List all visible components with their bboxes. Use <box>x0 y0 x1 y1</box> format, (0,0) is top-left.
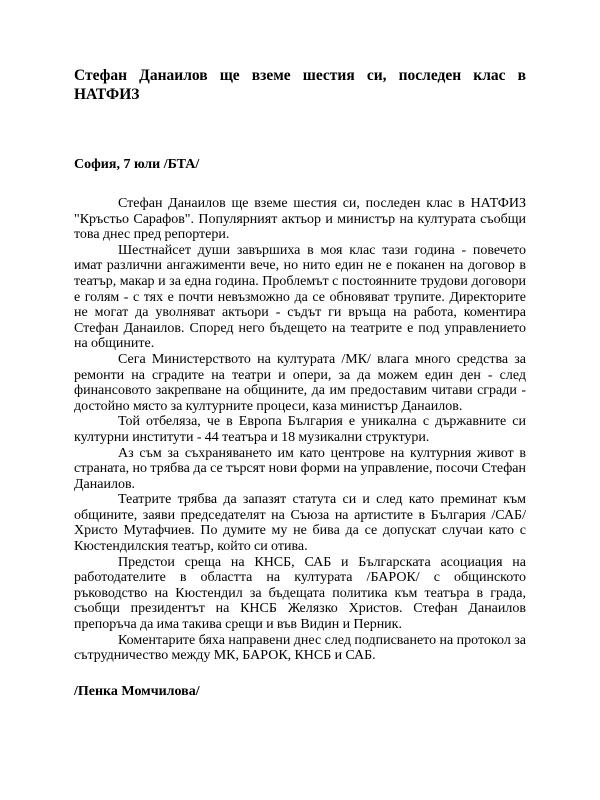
paragraph: Предстои среща на КНСБ, САБ и Българската асоциация на работодателите в областта на културата /БАРОК/ с общинското ръководство на Кюстендил за бъдещата политика към театъра в града, съобщи президентът на КНСБ Желязко Христов. Стефан Данаилов препоръча да има такива срещи и във Видин и Перник. <box>74 554 526 633</box>
paragraph: Коментарите бяха направени днес след подписването на протокол за сътрудничество между МК, БАРОК, КНСБ и САБ. <box>74 632 526 664</box>
author-signature: /Пенка Момчилова/ <box>74 683 200 699</box>
article-body <box>74 196 526 664</box>
paragraph: Театрите трябва да запазят статута си и след като преминат към общините, заяви председателят на Съюза на артистите в България /САБ/ Христо Мутафчиев. По думите му не бива да се допускат случаи като с Кюстендилския театър, който си отива. <box>74 492 526 555</box>
paragraph: Стефан Данаилов ще вземе шестия си, последен клас в НАТФИЗ "Кръстьо Сарафов". Популярният актьор и министър на културата съобщи това днес пред репортери. <box>74 196 526 243</box>
document-page <box>74 66 526 700</box>
paragraph: Сега Министерството на културата /МК/ влага много средства за ремонти на сградите на театри и опери, за да можем един ден - след финансовото закрепване на общините, да им предоставим читави сгради - достойно място за културните процеси, каза министър Данаилов. <box>74 351 526 414</box>
dateline: София, 7 юли /БТА/ <box>74 157 200 172</box>
paragraph: Шестнайсет души завършиха в моя клас тази година - повечето имат различни ангажименти вече, но нито един не е поканен на договор в театър, макар и за една година. Проблемът с постоянните трудови договори е голям - с тях е почти невъзможно да се обновяват трупите. Директорите не могат да уволняват актьори - съдът ги връща на работа, коментира Стефан Данаилов. Според него бъдещето на театрите е под управлението на общините. <box>74 242 526 352</box>
article-title: Стефан Данаилов ще вземе шестия си, последен клас в НАТФИЗ <box>74 67 526 103</box>
paragraph: Аз съм за съхраняването им като центрове на културния живот в страната, но трябва да се търсят нови форми на управление, посочи Стефан Данаилов. <box>74 445 526 492</box>
paragraph: Той отбеляза, че в Европа България е уникална с държавните си културни институти - 44 театъра и 18 музикални структури. <box>74 414 526 445</box>
